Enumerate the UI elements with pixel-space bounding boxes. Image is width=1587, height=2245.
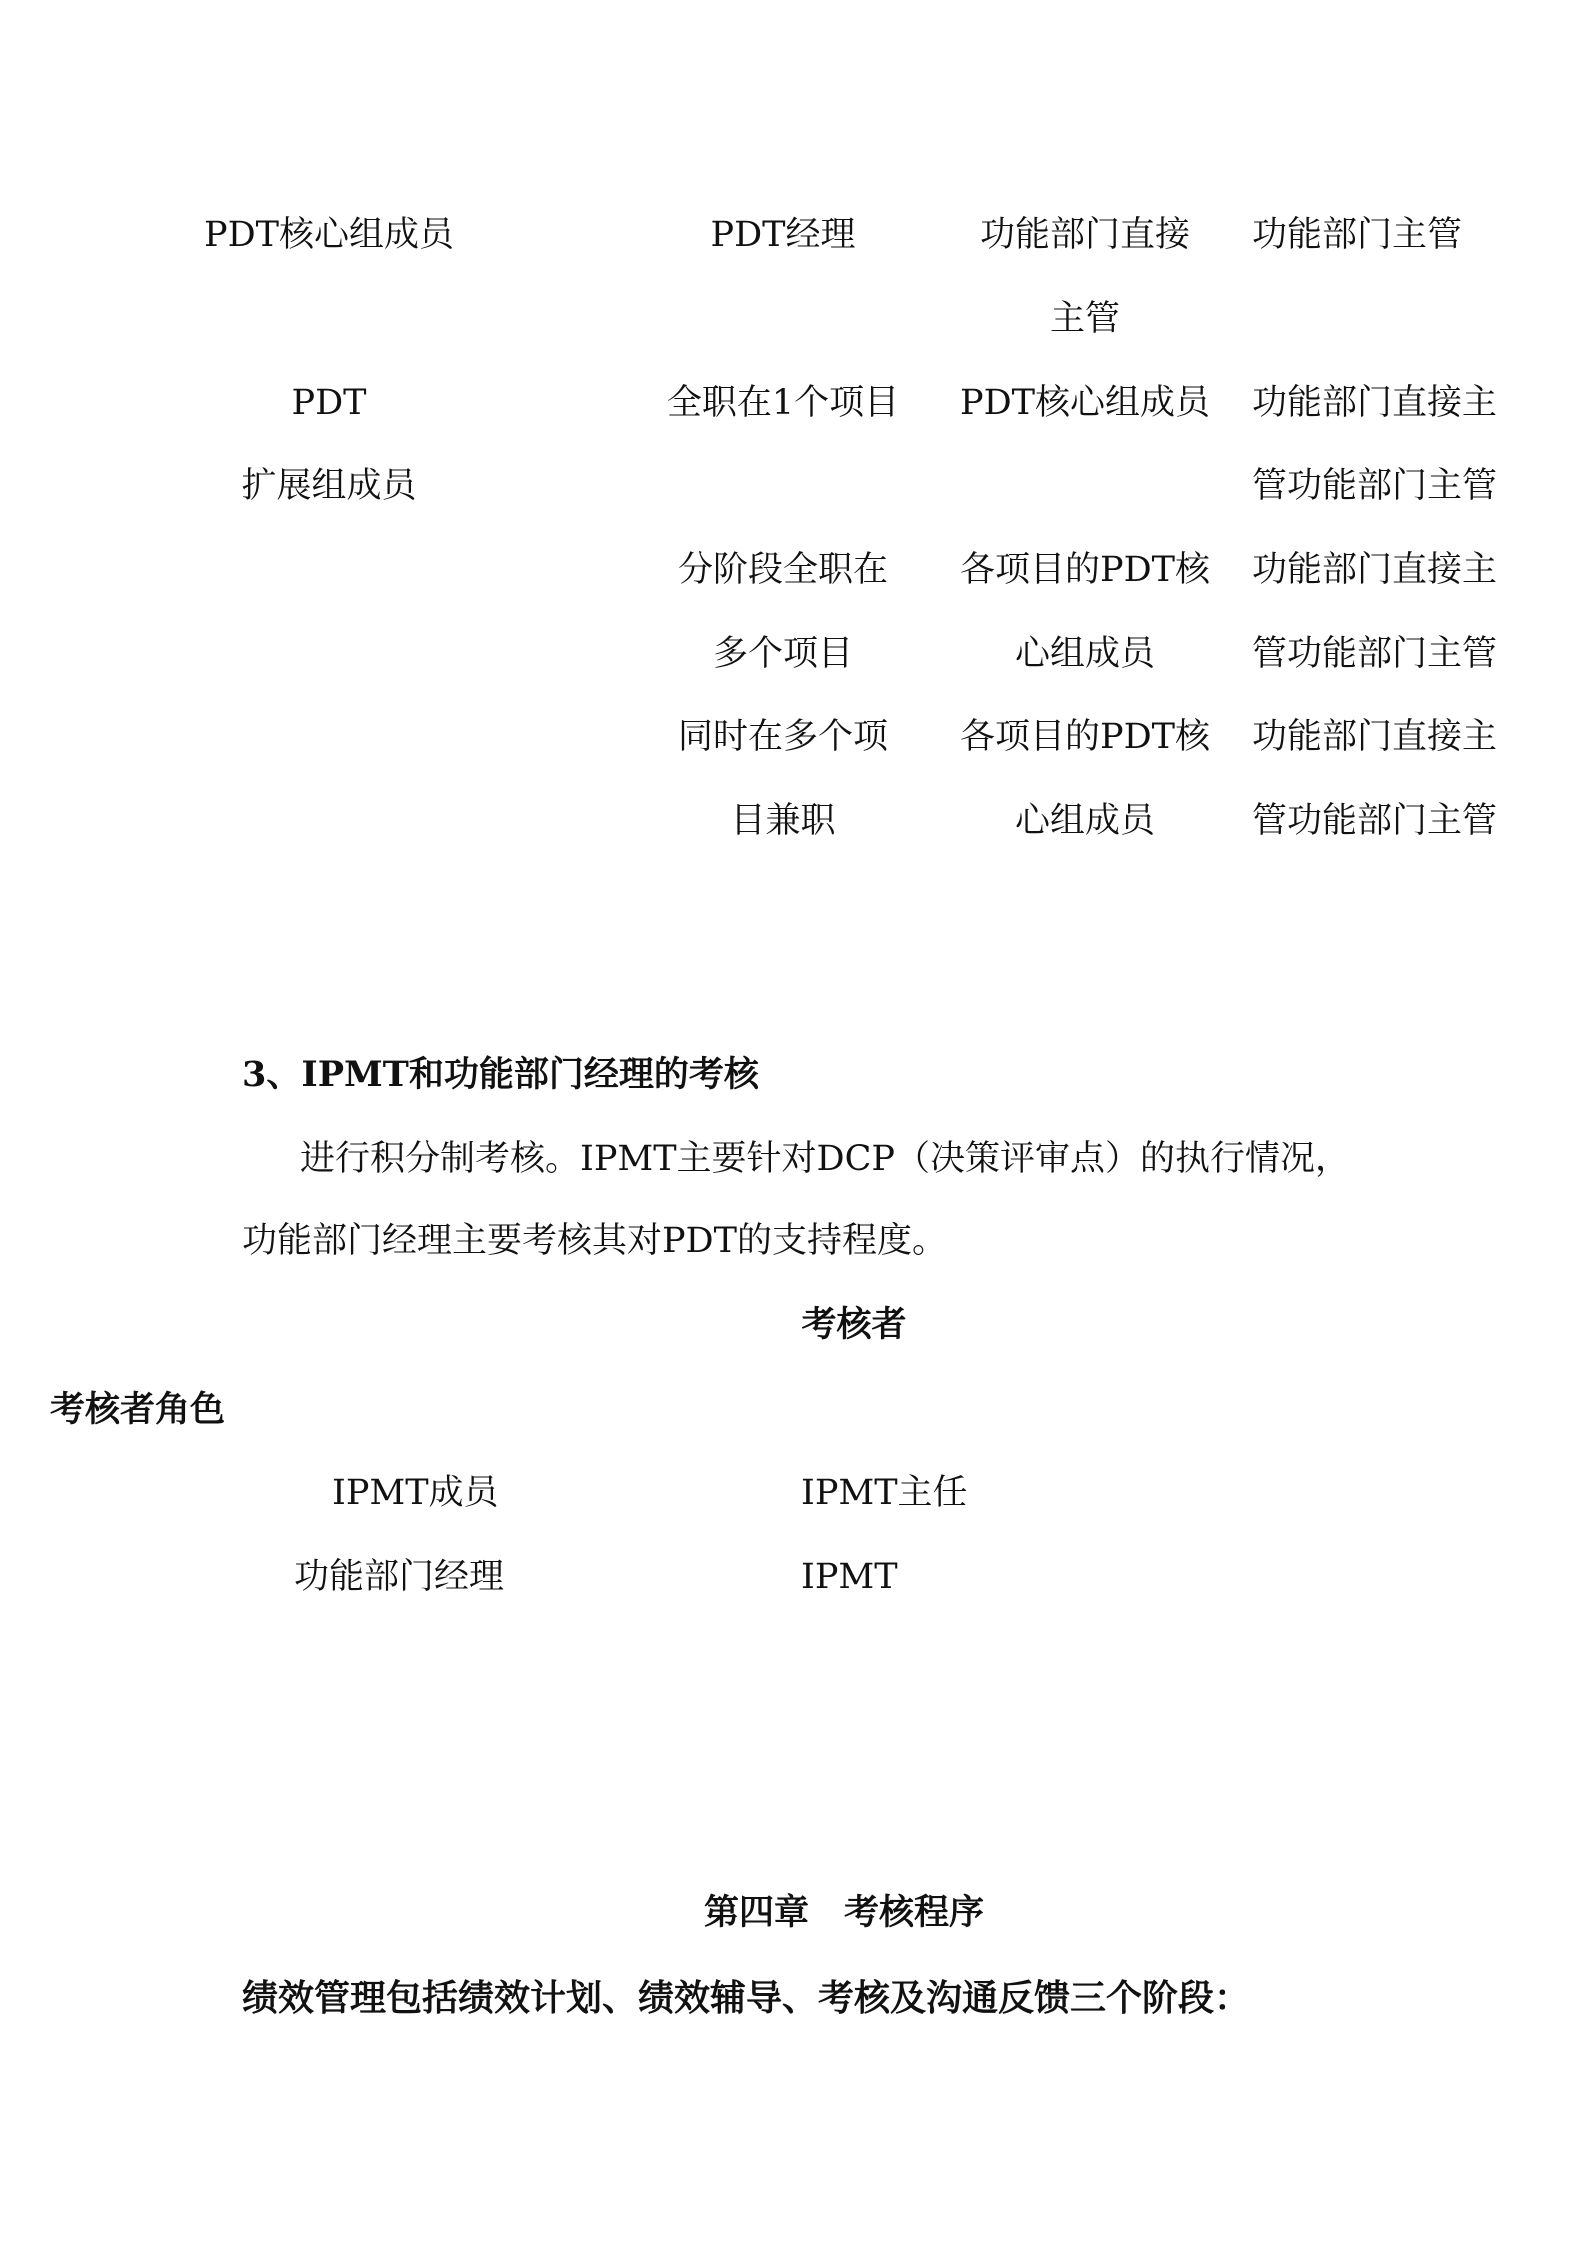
table-cell: IPMT成员 [332,1473,499,1513]
table-cell: 主管 [1049,299,1121,339]
table-cell: 心组成员 [1014,634,1156,674]
table-cell: 目兼职 [730,801,836,841]
table-cell: PDT [291,383,367,423]
table-cell: 扩展组成员 [241,466,417,506]
table-cell: 多个项目 [712,634,854,674]
table-cell: PDT经理 [710,215,856,255]
table-cell: 功能部门经理 [294,1557,505,1597]
table-cell: PDT核心组成员 [204,215,454,255]
table-cell: 功能部门直接 [979,215,1191,255]
column-header-role: 考核者角色 [50,1389,226,1430]
paragraph-line: 进行积分制考核。IPMT主要针对DCP（决策评审点）的执行情况， [300,1139,1350,1179]
table-cell: 管功能部门主管 [1252,801,1498,841]
table-cell: 分阶段全职在 [677,550,889,590]
chapter-intro: 绩效管理包括绩效计划、绩效辅导、考核及沟通反馈三个阶段： [242,1977,1251,2019]
table-cell: 全职在1个项目 [666,383,900,423]
column-header-assessor: 考核者 [801,1304,907,1345]
chapter-title: 第四章 考核程序 [703,1892,985,1933]
table-cell: 功能部门直接主 [1252,550,1498,590]
table-cell: IPMT主任 [801,1473,968,1513]
paragraph-line: 功能部门经理主要考核其对PDT的支持程度。 [242,1221,947,1261]
table-cell: 各项目的PDT核 [960,717,1210,757]
table-cell: 管功能部门主管 [1252,466,1498,506]
table-cell: PDT核心组成员 [960,383,1210,423]
table-cell: 心组成员 [1014,801,1156,841]
table-cell: 同时在多个项 [677,717,889,757]
section-heading: 3、IPMT和功能部门经理的考核 [242,1054,759,1095]
table-cell: 各项目的PDT核 [960,550,1210,590]
table-cell: 管功能部门主管 [1252,634,1498,674]
table-cell: IPMT [801,1557,898,1597]
table-cell: 功能部门主管 [1252,215,1463,255]
table-cell: 功能部门直接主 [1252,717,1498,757]
table-cell: 功能部门直接主 [1252,383,1498,423]
